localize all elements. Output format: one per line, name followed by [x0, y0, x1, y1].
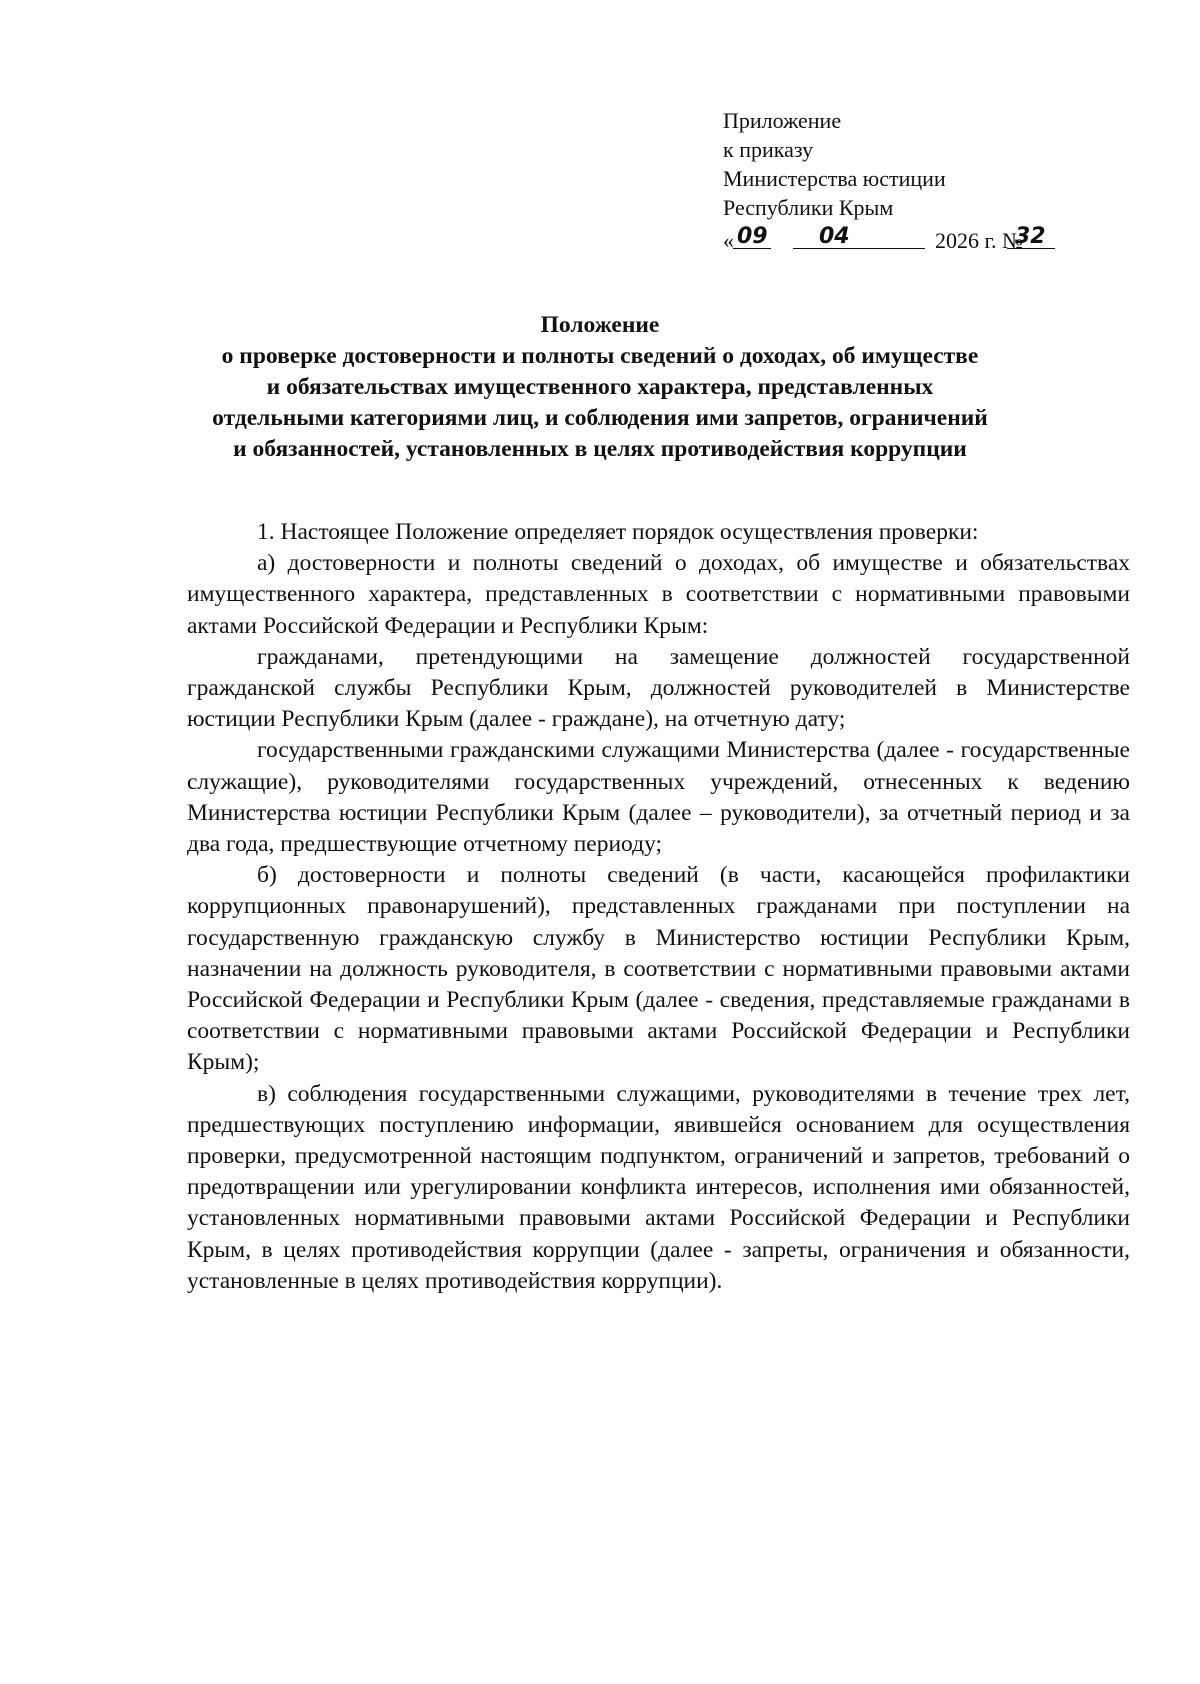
paragraph-citizens: гражданами, претендующими на замещение должностей государственной гражданской службы Республики Крым, должностей руководителей в Министерстве юстиции Республики Крым (далее - граждане), на отчетную дату;	[187, 643, 1130, 733]
approval-date-line	[723, 222, 1103, 254]
paragraph-1-intro: 1. Настоящее Положение определяет порядок осуществления проверки:	[257, 519, 979, 545]
date-day-underline	[733, 248, 771, 249]
order-number-handwritten: 32	[1015, 224, 1046, 249]
title-heading: Положение	[540, 312, 660, 338]
paragraph-subitem-b: б) достоверности и полноты сведений (в части, касающейся профилактики коррупционных правонарушений), представленных гражданами при поступлении на государственную гражданскую службу в Министерство юстиции Республики Крым, назначении на должность руководителя, в соответствии с нормативными правовыми актами Российской Федерации и Республики Крым (далее - сведения, представляемые гражданами в соответствии с нормативными правовыми актами Российской Федерации и Республики Крым);	[187, 862, 1130, 1076]
title-subtitle-line-2: и обязательствах имущественного характера, представленных	[266, 374, 934, 400]
date-month-handwritten: 04	[819, 224, 850, 249]
title-subtitle-line-1: о проверке достоверности и полноты сведений о доходах, об имуществе	[221, 343, 979, 369]
order-number-underline	[1007, 248, 1055, 249]
date-year-and-number-label: 2026 г. №	[935, 228, 1024, 253]
approval-line-republic: Республики Крым	[723, 195, 894, 220]
date-month-underline	[793, 248, 925, 249]
document-body	[187, 517, 1130, 1297]
title-subtitle-line-3: отдельными категориями лиц, и соблюдения ими запретов, ограничений	[212, 405, 988, 431]
date-quote-open: «	[723, 228, 734, 253]
approval-line-order: к приказу	[723, 137, 814, 162]
title-subtitle-line-4: и обязанностей, установленных в целях противодействия коррупции	[233, 436, 967, 462]
paragraph-civil-servants: государственными гражданскими служащими Министерства (далее - государственные служащие), руководителями государственных учреждений, отнесенных к ведению Министерства юстиции Республики Крым (далее – руководители), за отчетный период и за два года, предшествующие отчетному периоду;	[187, 737, 1130, 858]
paragraph-subitem-a: а) достоверности и полноты сведений о доходах, об имуществе и обязательствах имущественного характера, представленных в соответствии с нормативными правовыми актами Российской Федерации и Республики Крым:	[187, 550, 1130, 639]
document-title	[150, 310, 1050, 465]
approval-line-appendix: Приложение	[723, 108, 842, 133]
date-day-handwritten: 09	[737, 224, 768, 249]
paragraph-subitem-v: в) соблюдения государственными служащими, руководителями в течение трех лет, предшествующих поступлению информации, явившейся основанием для осуществления проверки, предусмотренной настоящим подпунктом, ограничений и запретов, требований о предотвращении или урегулировании конфликта интересов, исполнения ими обязанностей, установленных нормативными правовыми актами Российской Федерации и Республики Крым, в целях противодействия коррупции (далее - запреты, ограничения и обязанности, установленные в целях противодействия коррупции).	[187, 1080, 1130, 1294]
approval-line-ministry: Министерства юстиции	[723, 166, 946, 191]
approval-block	[723, 106, 1103, 254]
